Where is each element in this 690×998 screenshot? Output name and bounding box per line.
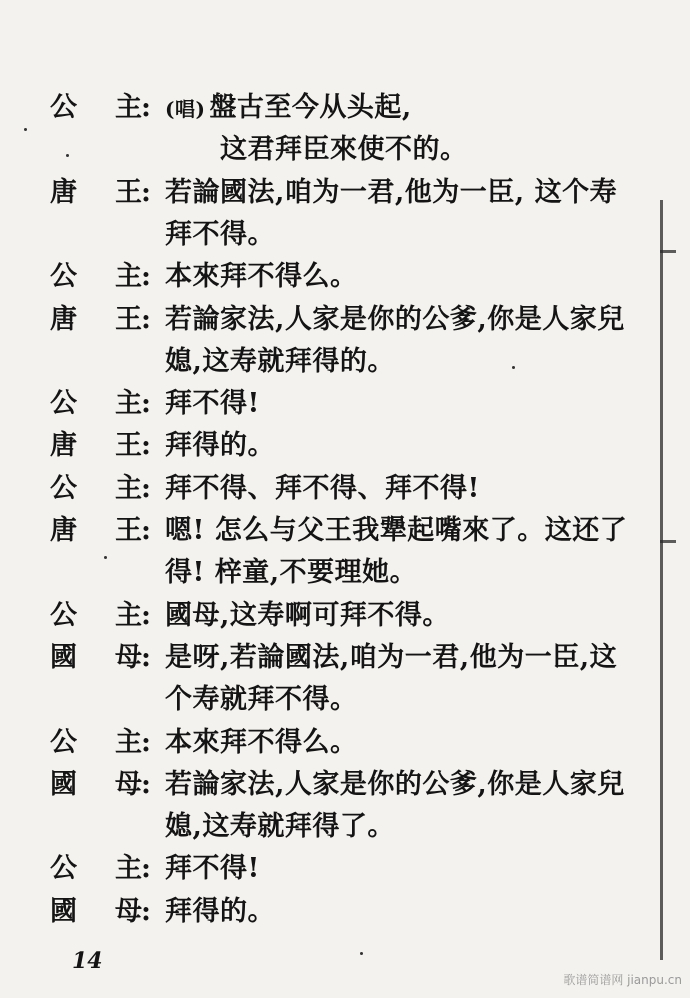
speaker-colon: : [141,853,151,885]
dialogue-content: 本來拜不得么。 [165,726,358,758]
speaker-char: 母 [115,768,142,800]
dialogue-content: 是呀,若論國法,咱为一君,他为一臣,这 [165,641,618,673]
speaker-char: 王 [115,515,142,546]
dialogue-content: 嗯! 怎么与父王我犟起嘴來了。这还了 [165,515,628,546]
speaker-char: 母 [115,895,142,927]
speaker-colon: : [141,176,151,208]
speaker-char: 公 [50,92,77,123]
dialogue-text [165,426,275,466]
speaker-char: 公 [50,261,77,293]
dialogue-text [165,300,625,340]
speaker-char: 公 [50,726,77,758]
dialogue-text [165,384,260,424]
dialogue-content: 若論家法,人家是你的公爹,你是人家兒 [165,303,625,335]
print-speck [24,128,27,131]
speaker-colon: : [141,92,151,123]
dialogue-text [165,88,412,129]
speaker-char: 公 [50,388,77,420]
speaker-char: 唐 [50,303,77,335]
dialogue-text [165,596,450,636]
speaker-name [50,426,142,466]
page-number: 14 [72,948,103,974]
speaker-name [50,892,142,932]
watermark: 歌谱简谱网 jianpu.cn [563,973,682,987]
speaker-name [50,469,142,509]
speaker-colon: : [141,641,151,673]
binding-edge-tick [660,250,676,253]
dialogue-text [165,807,395,847]
speaker-name [50,638,142,678]
speaker-char: 公 [50,472,77,504]
speaker-name [50,723,142,763]
dialogue-content: 拜不得! [165,853,260,885]
speaker-name [50,596,142,636]
speaker-char: 國 [50,641,77,673]
speaker-char: 主 [115,599,142,631]
speaker-name [50,765,142,805]
dialogue-content: 拜不得。 [165,218,275,250]
speaker-char: 唐 [50,430,77,462]
speaker-char: 主 [115,853,142,885]
dialogue-content: 这君拜臣來使不的。 [220,134,468,166]
speaker-colon: : [141,599,151,631]
speaker-colon: : [141,261,151,293]
binding-edge-tick [660,540,676,543]
speaker-char: 主 [115,388,142,420]
speaker-char: 主 [115,92,142,123]
speaker-char: 王 [115,303,142,335]
dialogue-text [165,680,358,720]
speaker-name [50,511,142,551]
speaker-colon: : [141,430,151,462]
speaker-char: 主 [115,726,142,758]
dialogue-text [165,173,617,213]
speaker-char: 公 [50,599,77,631]
speaker-char: 國 [50,768,77,800]
speaker-name [50,173,142,213]
dialogue-text [165,342,395,382]
speaker-char: 主 [115,261,142,293]
speaker-colon: : [141,472,151,504]
speaker-name [50,88,142,128]
binding-edge-rule [660,200,663,960]
speaker-char: 母 [115,641,142,673]
dialogue-text [165,892,275,932]
speaker-char: 王 [115,176,142,208]
dialogue-content: 媳,这寿就拜得的。 [165,345,395,377]
singing-mark: (唱) [165,97,206,121]
dialogue-content: 盤古至今从头起, [209,92,412,123]
dialogue-content: 媳,这寿就拜得了。 [165,811,395,843]
speaker-name [50,849,142,889]
speaker-name [50,300,142,340]
dialogue-text [165,638,617,678]
dialogue-content: 國母,这寿啊可拜不得。 [165,599,450,631]
dialogue-text [165,511,627,551]
speaker-colon: : [141,388,151,420]
dialogue-text [165,553,417,593]
dialogue-content: 本來拜不得么。 [165,261,358,293]
dialogue-text [165,765,625,805]
speaker-name [50,257,142,297]
speaker-colon: : [141,768,151,800]
speaker-char: 唐 [50,176,77,208]
speaker-colon: : [141,515,151,546]
dialogue-content: 个寿就拜不得。 [165,684,358,716]
dialogue-text [220,130,468,170]
dialogue-content: 拜不得、拜不得、拜不得! [165,472,480,504]
speaker-char: 王 [115,430,142,462]
dialogue-content: 得! 梓童,不要理她。 [165,557,418,589]
speaker-colon: : [141,303,151,335]
print-speck [512,366,515,369]
dialogue-content: 拜不得! [165,388,260,420]
speaker-name [50,384,142,424]
dialogue-text [165,469,480,509]
speaker-colon: : [141,895,151,927]
dialogue-text [165,257,358,297]
dialogue-content: 拜得的。 [165,430,275,462]
dialogue-content: 若論家法,人家是你的公爹,你是人家兒 [165,768,625,800]
dialogue-text [165,215,275,255]
print-speck [360,952,363,955]
speaker-char: 公 [50,853,77,885]
dialogue-text [165,849,260,889]
speaker-char: 唐 [50,515,77,546]
dialogue-content: 若論國法,咱为一君,他为一臣, 这个寿 [165,176,618,208]
speaker-colon: : [141,726,151,758]
speaker-char: 主 [115,472,142,504]
print-speck [66,154,69,157]
dialogue-text [165,723,358,763]
print-speck [104,556,107,559]
speaker-char: 國 [50,895,77,927]
dialogue-content: 拜得的。 [165,895,275,927]
